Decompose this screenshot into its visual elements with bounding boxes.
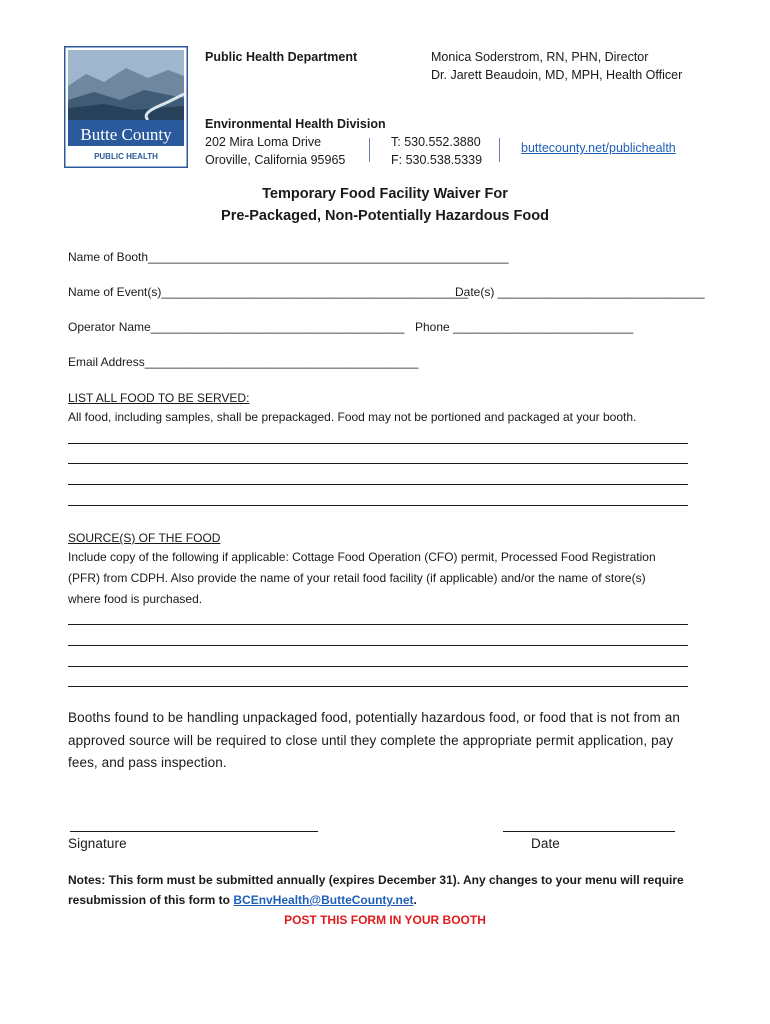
department-name: Public Health Department <box>205 50 358 64</box>
source-entry-line[interactable] <box>68 624 688 625</box>
post-form-notice: POST THIS FORM IN YOUR BOOTH <box>284 913 486 927</box>
date-label: Date <box>531 836 560 851</box>
logo-name: Butte County <box>80 125 172 144</box>
food-entry-line[interactable] <box>68 505 688 506</box>
form-title-line-1: Temporary Food Facility Waiver For <box>262 186 508 202</box>
source-entry-line[interactable] <box>68 666 688 667</box>
director-line: Monica Soderstrom, RN, PHN, Director <box>431 50 649 64</box>
date-line[interactable] <box>503 831 675 832</box>
food-list-heading: LIST ALL FOOD TO BE SERVED: <box>68 391 250 405</box>
booth-name-field[interactable]: Name of Booth______________________________________________________ <box>68 250 509 264</box>
signature-line[interactable] <box>70 831 318 832</box>
source-entry-line[interactable] <box>68 686 688 687</box>
butte-county-logo <box>64 46 188 168</box>
address-line-2: Oroville, California 95965 <box>205 153 346 167</box>
closure-warning-2: approved source will be required to close until they complete the appropriate permit application, pay <box>68 733 674 748</box>
logo-subtitle: PUBLIC HEALTH <box>94 152 158 161</box>
food-entry-line[interactable] <box>68 443 688 444</box>
phone-field[interactable]: Phone ___________________________ <box>415 320 634 334</box>
email-link[interactable]: BCEnvHealth@ButteCounty.net <box>233 893 414 907</box>
notes-line-2 <box>68 890 417 911</box>
header-divider-1 <box>369 138 370 162</box>
logo-graphic <box>64 46 188 168</box>
signature-label: Signature <box>68 836 127 851</box>
sources-instruction-2: (PFR) from CDPH. Also provide the name of your retail food facility (if applicable) and/or the name of store(s) <box>68 571 646 585</box>
form-title-line-2: Pre-Packaged, Non-Potentially Hazardous Food <box>221 208 549 224</box>
website-link[interactable]: buttecounty.net/publichealth <box>521 141 676 155</box>
sources-instruction-3: where food is purchased. <box>68 592 203 606</box>
food-entry-line[interactable] <box>68 484 688 485</box>
source-entry-line[interactable] <box>68 645 688 646</box>
closure-warning-3: fees, and pass inspection. <box>68 755 227 770</box>
address-line-1: 202 Mira Loma Drive <box>205 135 322 149</box>
notes-line-2-suffix: . <box>413 893 417 907</box>
food-list-instruction: All food, including samples, shall be prepackaged. Food may not be portioned and packaged at your booth. <box>68 410 637 424</box>
notes-line-2-prefix: resubmission of this form to <box>68 893 234 907</box>
dates-field[interactable]: Date(s) _______________________________ <box>455 285 705 299</box>
operator-name-field[interactable]: Operator Name______________________________________ <box>68 320 405 334</box>
email-field[interactable]: Email Address_________________________________________ <box>68 355 419 369</box>
closure-warning-1: Booths found to be handling unpackaged food, potentially hazardous food, or food that is not from an <box>68 710 680 725</box>
fax-number: F: 530.538.5339 <box>391 153 483 167</box>
notes-line-1: Notes: This form must be submitted annually (expires December 31). Any changes to your menu will require <box>68 873 684 887</box>
health-officer-line: Dr. Jarett Beaudoin, MD, MPH, Health Officer <box>431 68 683 82</box>
phone-number: T: 530.552.3880 <box>391 135 481 149</box>
header-divider-2 <box>499 138 500 162</box>
event-name-field[interactable]: Name of Event(s)______________________________________________ <box>68 285 469 299</box>
sources-heading: SOURCE(S) OF THE FOOD <box>68 531 221 545</box>
sources-instruction-1: Include copy of the following if applicable: Cottage Food Operation (CFO) permit, Processed Food Registration <box>68 550 656 564</box>
division-name: Environmental Health Division <box>205 117 386 131</box>
food-entry-line[interactable] <box>68 463 688 464</box>
